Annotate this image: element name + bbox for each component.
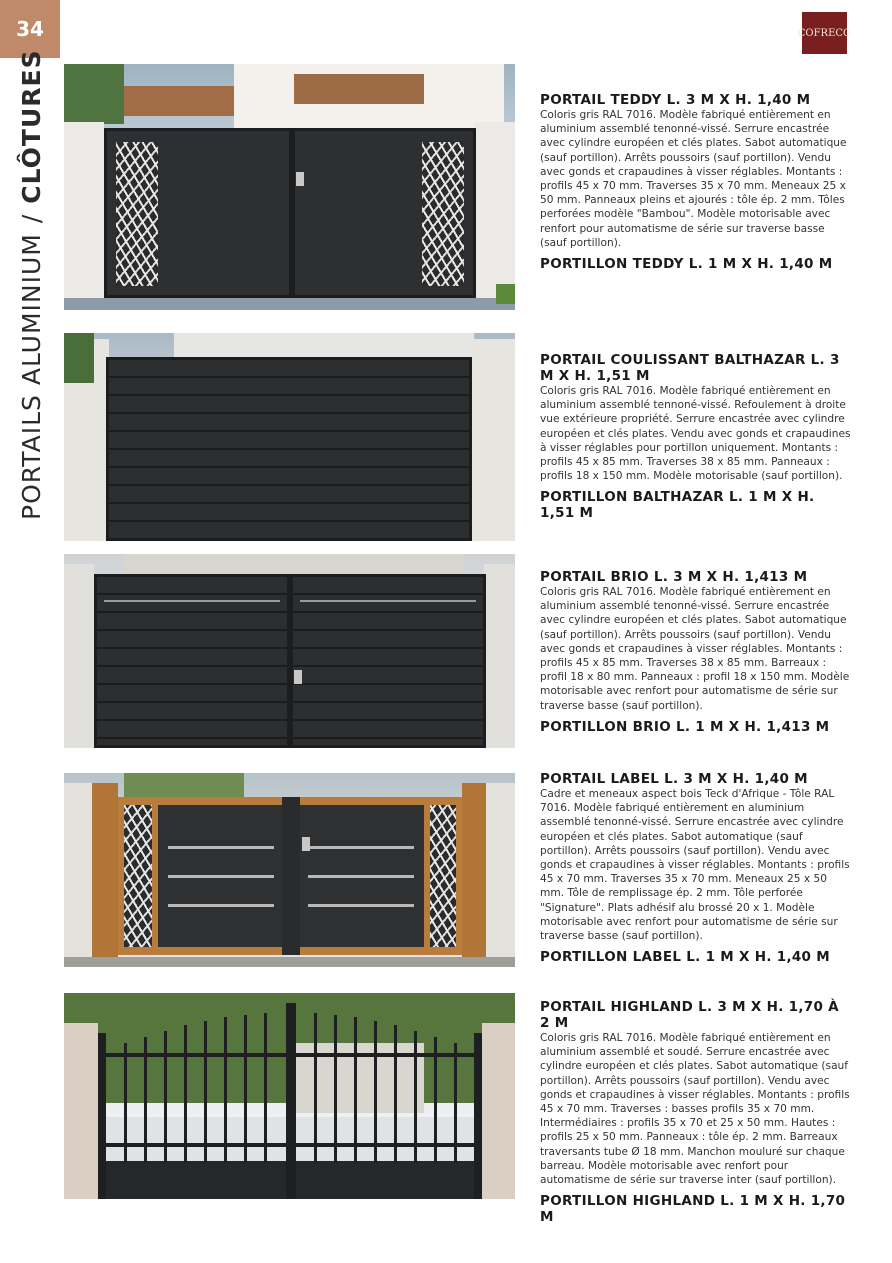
product-photo-teddy	[64, 64, 515, 310]
product-title: PORTAIL LABEL L. 3 M X H. 1,40 M	[540, 771, 808, 787]
wicket-title: PORTILLON LABEL L. 1 M X H. 1,40 M	[540, 949, 830, 966]
product-brio	[540, 569, 852, 735]
section-subcategory: CLÔTURES	[17, 49, 46, 204]
product-title: PORTAIL COULISSANT BALTHAZAR L. 3 M X H. 1,51 M	[540, 352, 840, 384]
product-title: PORTAIL HIGHLAND L. 3 M X H. 1,70 À 2 M	[540, 999, 839, 1031]
product-title: PORTAIL BRIO L. 3 M X H. 1,413 M	[540, 569, 808, 585]
product-photo-highland	[64, 993, 515, 1199]
product-highland	[540, 999, 852, 1225]
brand-logo: COFRECO	[802, 12, 847, 54]
section-category: PORTAILS ALUMINIUM	[17, 233, 46, 520]
page-number: 34	[0, 0, 60, 58]
product-teddy	[540, 92, 852, 272]
wicket-title: PORTILLON TEDDY L. 1 M X H. 1,40 M	[540, 256, 833, 273]
product-description: Coloris gris RAL 7016. Modèle fabriqué entièrement en aluminium assemblé tenonné-vissé. Serrure encastrée avec cylindre européen et clés plates. Sabot automatique (sauf portillon). Arrêts poussoirs (sauf portillon). Vendu avec gonds et crapaudines à visser réglables. Montants : profils 45 x 70 mm. Traverses 35 x 70 mm. Meneaux 25 x 50 mm. Panneaux pleins et ajourés : tôle ép. 2 mm. Tôles perforées modèle "Bambou". Modèle motorisable avec renfort pour automatisme de série sur traverse basse (sauf portillon).	[540, 109, 847, 249]
product-photo-brio	[64, 554, 515, 748]
section-separator: /	[17, 213, 46, 224]
product-description: Coloris gris RAL 7016. Modèle fabriqué entièrement en aluminium assemblé tenonné-vissé. Serrure encastrée avec cylindre européen et clés plates. Sabot automatique (sauf portillon). Arrêts poussoirs (sauf portillon). Vendu avec gonds et crapaudines à visser réglables. Montants : profils 45 x 85 mm. Traverses 38 x 85 mm. Barreaux : profil 18 x 80 mm. Panneaux : profil 18 x 150 mm. Modèle motorisable avec renfort pour automatisme de série sur traverse basse (sauf portillon).	[540, 586, 850, 712]
section-title	[17, 49, 46, 520]
product-description: Cadre et meneaux aspect bois Teck d'Afrique - Tôle RAL 7016. Modèle fabriqué entièrement en aluminium assemblé tenonné-vissé. Serrure encastrée avec cylindre européen et clés plates. Sabot automatique (sauf portillon). Arrêts poussoirs (sauf portillon). Vendu avec gonds et crapaudines à visser réglables. Montants : profils 45 x 70 mm. Traverses 35 x 70 mm. Meneaux 25 x 50 mm. Tôle de remplissage ép. 2 mm. Tôle perforée "Signature". Plats adhésif alu brossé 20 x 1. Modèle motorisable avec renfort pour automatisme de série sur traverse basse (sauf portillon).	[540, 788, 850, 943]
product-description: Coloris gris RAL 7016. Modèle fabriqué entièrement en aluminium assemblé tennoné-vissé. Refoulement à droite vue extérieure propriété. Serrure encastrée avec cylindre européen et clés plates. Vendu avec gonds et crapaudines à visser réglables pour portillon uniquement. Montants : profils 45 x 85 mm. Traverses 38 x 85 mm. Panneaux : profils 18 x 150 mm. Modèle motorisable (sauf portillon).	[540, 385, 851, 483]
product-photo-label	[64, 773, 515, 967]
product-balthazar	[540, 352, 852, 521]
wicket-title: PORTILLON HIGHLAND L. 1 M X H. 1,70 M	[540, 1193, 846, 1226]
product-label	[540, 771, 852, 965]
wicket-title: PORTILLON BRIO L. 1 M X H. 1,413 M	[540, 718, 830, 735]
product-title: PORTAIL TEDDY L. 3 M X H. 1,40 M	[540, 92, 811, 108]
product-photo-balthazar	[64, 333, 515, 541]
product-description: Coloris gris RAL 7016. Modèle fabriqué entièrement en aluminium assemblé et soudé. Serrure encastrée avec cylindre européen et clés plates. Sabot automatique (sauf portillon). Arrêts poussoirs (sauf portillon). Vendu avec gonds et crapaudines à visser réglables. Montants : profils 45 x 70 mm. Traverses : basses profils 35 x 70 mm. Intermédiaires : profils 35 x 70 et 25 x 50 mm. Hautes : profils 25 x 50 mm. Panneaux : tôle ép. 2 mm. Barreaux traversants tube Ø 18 mm. Manchon mouluré sur chaque barreau. Modèle motorisable avec renfort pour automatisme de série sur traverse inter (sauf portillon).	[540, 1032, 850, 1187]
wicket-title: PORTILLON BALTHAZAR L. 1 M X H. 1,51 M	[540, 489, 815, 522]
